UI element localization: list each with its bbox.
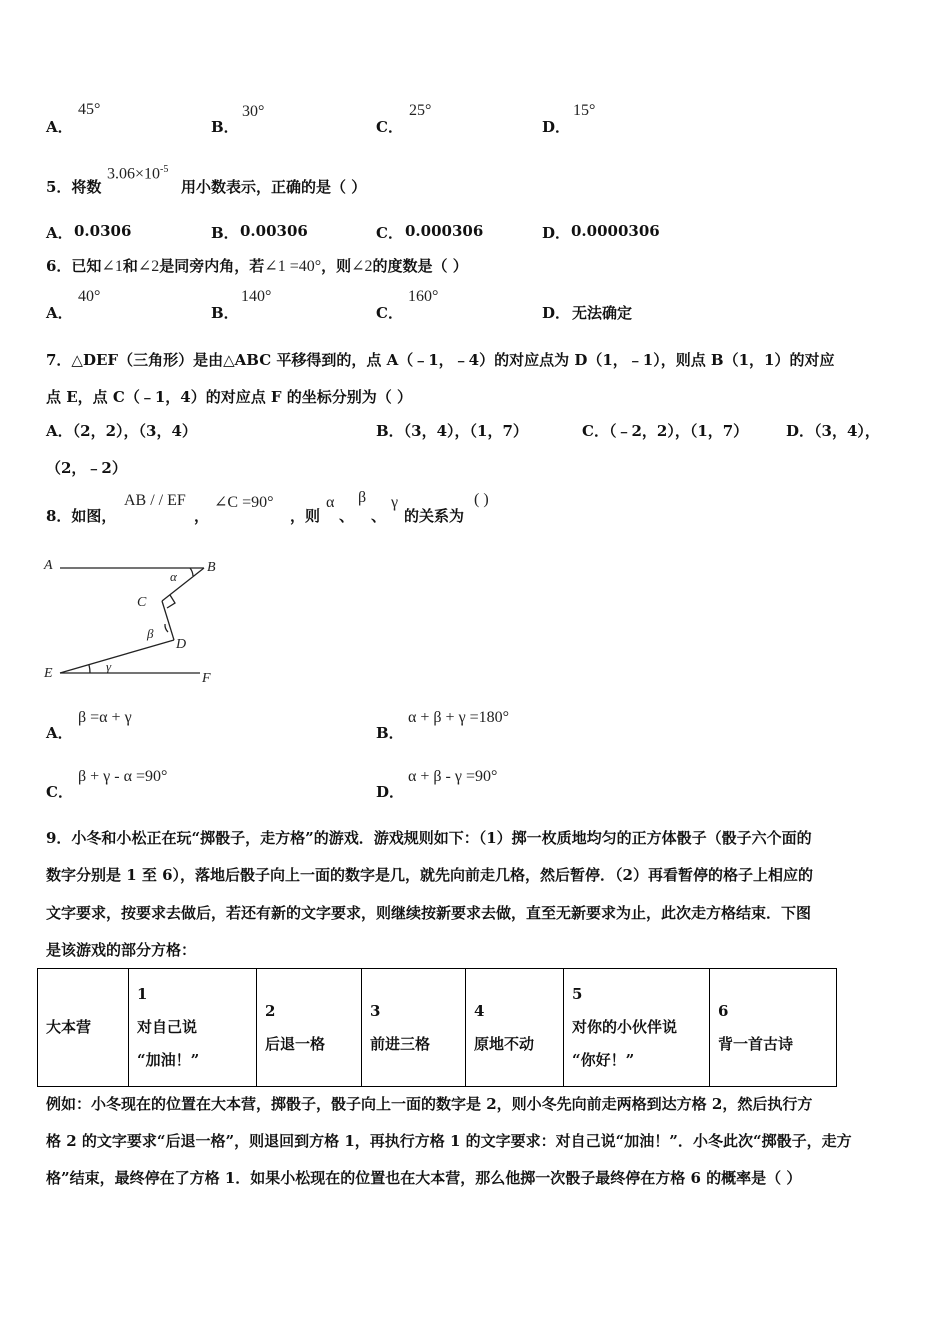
q8-gamma: γ xyxy=(391,494,399,511)
q8-sep-2: 、 xyxy=(371,507,387,525)
q8-comma: ， xyxy=(194,507,210,525)
label-e: E xyxy=(44,666,53,681)
q7-option-d-continued: （2，﹣2） xyxy=(46,459,127,477)
q5-option-c-letter: C． xyxy=(376,224,403,242)
q9-line-2: 数字分别是 1 至 6），落地后骰子向上一面的数字是几，就先向前走几格，然后暂停．（2）再看暂停的格子上相应的 xyxy=(46,866,813,884)
arc-alpha xyxy=(190,568,193,576)
q8-option-c-letter: C． xyxy=(46,783,73,801)
board-cell-1 xyxy=(129,969,257,1087)
q8-option-b-value: α + β + γ =180° xyxy=(408,709,510,726)
q4-option-d-value: 15° xyxy=(573,102,596,119)
q6-text-c: 是同旁内角，若 xyxy=(159,257,265,275)
q9-line-3: 文字要求，按要求去做后，若还有新的文字要求，则继续按新要求去做，直至无新要求为止，此次走方格结束．下图 xyxy=(46,904,812,922)
board-cell-4 xyxy=(466,969,564,1087)
cell-instruction-2: “你好！” xyxy=(572,1051,635,1069)
label-d: D xyxy=(176,637,187,652)
q5-option-a-letter: A． xyxy=(46,224,73,242)
q8-option-b-letter: B． xyxy=(376,724,404,742)
q6-option-c-value: 160° xyxy=(408,288,439,305)
cell-number: 4 xyxy=(474,1001,485,1020)
q6-text-e: 的度数是（ ） xyxy=(372,257,468,275)
label-alpha: α xyxy=(170,569,177,584)
question-6-stem xyxy=(46,255,468,276)
q4-option-c-letter: C． xyxy=(376,118,403,136)
cell-instruction: 对自己说 xyxy=(137,1018,198,1036)
board-cell-6 xyxy=(710,969,837,1087)
q7-line-1: 7．△DEF（三角形）是由△ABC 平移得到的，点 A（﹣1，﹣4）的对应点为 D（1，﹣1），则点 B（1，1）的对应 xyxy=(46,351,835,369)
q6-angle-1: ∠1 xyxy=(101,258,123,275)
cell-instruction: 前进三格 xyxy=(370,1034,431,1053)
label-b: B xyxy=(207,560,216,575)
board-start-label: 大本营 xyxy=(46,1018,92,1036)
board-start-cell xyxy=(38,969,129,1087)
q5-option-c-value: 0.000306 xyxy=(405,222,484,240)
board-cell-2 xyxy=(257,969,362,1087)
q4-option-b-letter: B． xyxy=(211,118,239,136)
q8-then: ，则 xyxy=(290,507,321,525)
label-a: A xyxy=(44,558,53,573)
q6-option-d-letter: D． xyxy=(542,304,571,322)
q8-option-a-letter: A． xyxy=(46,724,73,742)
q8-figure xyxy=(40,550,230,690)
q5-math-base: 3.06×10 xyxy=(107,165,161,183)
q8-sep-1: 、 xyxy=(339,507,355,525)
cell-number: 2 xyxy=(265,1001,276,1020)
q8-answer-paren: ( ) xyxy=(474,491,489,508)
q7-option-b: B．（3，4），（1，7） xyxy=(376,422,528,440)
q6-option-a-letter: A． xyxy=(46,304,73,322)
q4-option-c-value: 25° xyxy=(409,102,432,119)
cell-instruction: 原地不动 xyxy=(474,1034,535,1053)
label-beta: β xyxy=(147,626,154,641)
q8-option-d-value: α + β - γ =90° xyxy=(408,768,498,785)
q8-prefix: 8．如图， xyxy=(46,507,117,525)
cell-number: 6 xyxy=(718,1001,729,1020)
cell-number: 1 xyxy=(137,985,148,1003)
q7-option-c: C．（﹣2，2），（1，7） xyxy=(582,422,749,440)
q5-math xyxy=(107,164,168,183)
label-gamma: γ xyxy=(106,659,112,674)
q5-option-d-letter: D． xyxy=(542,224,571,242)
q6-text-a: 6．已知 xyxy=(46,257,102,275)
q5-option-d-value: 0.0000306 xyxy=(571,222,660,240)
cell-instruction: 背一首古诗 xyxy=(718,1034,794,1053)
q6-text-d: ，则 xyxy=(321,257,352,275)
q7-line-2: 点 E，点 C（﹣1，4）的对应点 F 的坐标分别为（ ） xyxy=(46,388,413,406)
arc-gamma xyxy=(89,665,90,673)
q6-option-a-value: 40° xyxy=(78,288,101,305)
q8-beta: β xyxy=(358,489,367,506)
q4-option-a-value: 45° xyxy=(78,101,101,118)
q9-example-line-1: 例如：小冬现在的位置在大本营，掷骰子，骰子向上一面的数字是 2，则小冬先向前走两格到达方格 2，然后执行方 xyxy=(46,1095,813,1113)
cell-instruction: 对你的小伙伴说 xyxy=(572,1018,678,1036)
q9-game-board xyxy=(37,968,837,1087)
q9-line-1: 9．小冬和小松正在玩“掷骰子，走方格”的游戏．游戏规则如下：（1）掷一枚质地均匀的正方体骰子（骰子六个面的 xyxy=(46,829,812,847)
q7-option-a: A．（2，2），（3，4） xyxy=(46,422,197,440)
q6-option-c-letter: C． xyxy=(376,304,403,322)
q8-right-angle: ∠C =90° xyxy=(214,494,274,511)
q8-alpha: α xyxy=(326,494,335,511)
q6-text-b: 和 xyxy=(122,257,138,275)
arc-beta xyxy=(165,624,168,632)
board-cell-5 xyxy=(564,969,710,1087)
q5-math-exp: -5 xyxy=(160,164,169,175)
q4-option-a-letter: A． xyxy=(46,118,73,136)
q5-prefix: 5．将数 xyxy=(46,178,102,196)
q6-angle-2: ∠2 xyxy=(137,258,160,275)
cell-number: 5 xyxy=(572,985,583,1003)
cell-number: 3 xyxy=(370,1001,381,1020)
q4-option-b-value: 30° xyxy=(242,103,265,120)
q6-condition: ∠1 =40° xyxy=(264,258,322,275)
q7-option-d: D．（3，4）， xyxy=(786,422,880,440)
q9-example-line-3: 格”结束，最终停在了方格 1．如果小松现在的位置也在大本营，那么他掷一次骰子最终停在方格 6 的概率是（ ） xyxy=(46,1169,802,1187)
q6-angle-2b: ∠2 xyxy=(351,258,373,275)
q5-option-b-letter: B． xyxy=(211,224,239,242)
segment-de xyxy=(60,640,174,673)
q4-option-d-letter: D． xyxy=(542,118,571,136)
q6-option-b-value: 140° xyxy=(241,288,272,305)
cell-instruction: 后退一格 xyxy=(265,1034,326,1053)
label-c: C xyxy=(137,595,147,610)
q5-option-b-value: 0.00306 xyxy=(240,222,308,240)
q5-suffix: 用小数表示，正确的是（ ） xyxy=(181,178,367,196)
cell-instruction-2: “加油！” xyxy=(137,1051,200,1069)
q8-option-a-value: β =α + γ xyxy=(78,709,132,726)
q8-option-c-value: β + γ - α =90° xyxy=(78,768,168,785)
board-cell-3 xyxy=(362,969,466,1087)
q8-option-d-letter: D． xyxy=(376,783,405,801)
segment-bc xyxy=(162,568,204,601)
q9-line-4: 是该游戏的部分方格： xyxy=(46,941,197,959)
label-f: F xyxy=(202,671,211,686)
q8-parallel: AB / / EF xyxy=(124,492,186,509)
q5-option-a-value: 0.0306 xyxy=(74,222,132,240)
q9-example-line-2: 格 2 的文字要求“后退一格”，则退回到方格 1，再执行方格 1 的文字要求：对自己说“加油！”．小冬此次“掷骰子，走方 xyxy=(46,1132,852,1150)
q8-suffix: 的关系为 xyxy=(404,507,465,525)
q6-option-b-letter: B． xyxy=(211,304,239,322)
q6-option-d-value: 无法确定 xyxy=(572,304,633,322)
